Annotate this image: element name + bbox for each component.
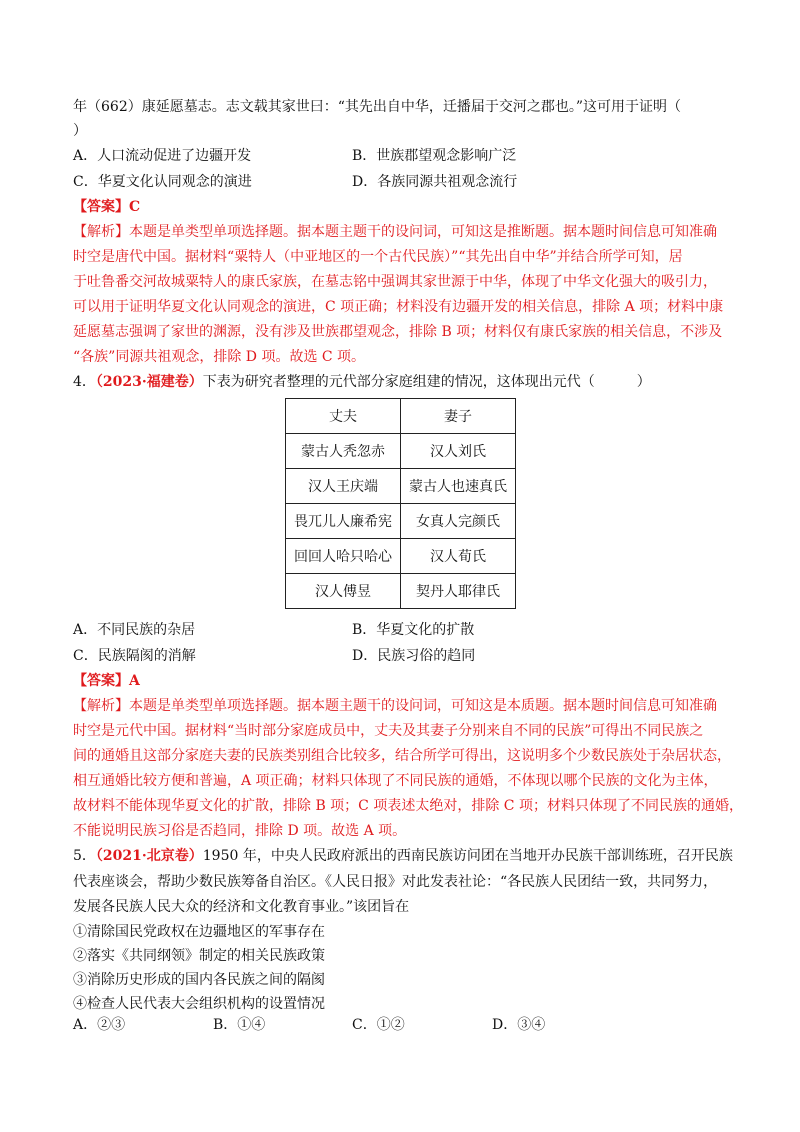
q5-stem-line-3: 发展各民族人民大众的经济和文化教育事业。”该团旨在 <box>73 899 410 915</box>
q4-stem-text: 下表为研究者整理的元代部分家庭组建的情况，这体现出元代（ ） <box>202 374 651 390</box>
q3-analysis-line: 可以用于证明华夏文化认同观念的演进，C 项正确；材料没有边疆开发的相关信息，排除 A 项；材料中康 <box>73 299 724 315</box>
q4-option-a: A．不同民族的杂居 <box>73 622 196 638</box>
table-cell: 汉人刘氏 <box>401 434 516 469</box>
table-header-wife: 妻子 <box>401 399 516 434</box>
table-cell: 蒙古人也速真氏 <box>401 469 516 504</box>
q3-stem-line-1: 年（662）康延愿墓志。志文载其家世曰：“其先出自中华，迁播届于交河之郡也。”这可用于证明（ <box>73 99 682 115</box>
q4-option-b: B．华夏文化的扩散 <box>352 622 475 638</box>
table-cell: 畏兀儿人廉希宪 <box>286 504 401 539</box>
q5-number: 5． <box>73 848 96 864</box>
table-cell: 契丹人耶律氏 <box>401 574 516 609</box>
q3-analysis-line: “各族”同源共祖观念，排除 D 项。故选 C 项。 <box>73 349 366 365</box>
q4-family-table <box>285 398 516 609</box>
q5-item: ④检查人民代表大会组织机构的设置情况 <box>73 996 325 1012</box>
q4-analysis-line: 相互通婚比较方便和普遍，A 项正确；材料只体现了不同民族的通婚，不体现以哪个民族的文化为主体， <box>73 773 718 789</box>
table-cell: 女真人完颜氏 <box>401 504 516 539</box>
q3-option-b: B．世族郡望观念影响广泛 <box>352 148 517 164</box>
q5-item: ②落实《共同纲领》制定的相关民族政策 <box>73 948 325 964</box>
table-cell: 蒙古人秃忽赤 <box>286 434 401 469</box>
q5-stem-line-1 <box>73 846 733 866</box>
table-cell: 回回人哈只哈心 <box>286 539 401 574</box>
q5-item: ③消除历史形成的国内各民族之间的隔阂 <box>73 972 325 988</box>
q5-choice-c: C．①② <box>352 1017 405 1033</box>
q3-analysis-line: 时空是唐代中国。据材料“粟特人（中亚地区的一个古代民族）”“其先出自中华”并结合所学可知，居 <box>73 249 683 265</box>
q5-stem-text: 1950 年，中央人民政府派出的西南民族访问团在当地开办民族干部训练班，召开民族 <box>202 848 733 864</box>
q3-analysis-line: 【解析】本题是单类型单项选择题。据本题主题干的设问词，可知这是推断题。据本题时间信息可知准确 <box>73 224 717 240</box>
table-row <box>286 469 516 504</box>
q5-choice-b: B．①④ <box>213 1017 266 1033</box>
table-row <box>286 539 516 574</box>
q5-source: （2021·北京卷） <box>95 848 203 864</box>
q5-choice-d: D．③④ <box>492 1017 546 1033</box>
q4-source: （2023·福建卷） <box>95 374 203 390</box>
q3-stem-line-2: ） <box>73 123 87 139</box>
table-row <box>286 574 516 609</box>
table-cell: 汉人王庆端 <box>286 469 401 504</box>
q4-analysis-line: 间的通婚且这部分家庭夫妻的民族类别组合比较多，结合所学可得出，这说明多个少数民族处于杂居状态， <box>73 748 731 764</box>
table-row <box>286 434 516 469</box>
q4-answer: 【答案】A <box>73 673 140 689</box>
q3-option-c: C．华夏文化认同观念的演进 <box>73 174 252 190</box>
q4-option-c: C．民族隔阂的消解 <box>73 648 196 664</box>
table-row <box>286 504 516 539</box>
q4-option-d: D．民族习俗的趋同 <box>352 648 476 664</box>
q3-analysis-line: 延愿墓志强调了家世的渊源，没有涉及世族郡望观念，排除 B 项；材料仅有康氏家族的相关信息，不涉及 <box>73 324 723 340</box>
table-header-husband: 丈夫 <box>286 399 401 434</box>
q3-answer: 【答案】C <box>73 199 141 215</box>
q5-choice-a: A．②③ <box>73 1017 126 1033</box>
q4-number: 4． <box>73 374 96 390</box>
q4-analysis-line: 不能说明民族习俗是否趋同，排除 D 项。故选 A 项。 <box>73 823 407 839</box>
q4-stem <box>73 372 733 392</box>
table-header-row <box>286 399 516 434</box>
table-cell: 汉人傅昱 <box>286 574 401 609</box>
q3-option-d: D．各族同源共祖观念流行 <box>352 174 518 190</box>
q4-analysis-line: 【解析】本题是单类型单项选择题。据本题主题干的设问词，可知这是本质题。据本题时间信息可知准确 <box>73 698 717 714</box>
q3-analysis-line: 于吐鲁番交河故城粟特人的康氏家族，在墓志铭中强调其家世源于中华，体现了中华文化强大的吸引力， <box>73 274 717 290</box>
q3-option-a: A．人口流动促进了边疆开发 <box>73 148 252 164</box>
q4-analysis-line: 时空是元代中国。据材料“当时部分家庭成员中，丈夫及其妻子分别来自不同的民族”可得出不同民族之 <box>73 723 704 739</box>
table-cell: 汉人荀氏 <box>401 539 516 574</box>
q5-stem-line-2: 代表座谈会，帮助少数民族筹备自治区。《人民日报》对此发表社论：“各民族人民团结一致，共同努力， <box>73 874 718 890</box>
q5-item: ①清除国民党政权在边疆地区的军事存在 <box>73 924 325 940</box>
q4-analysis-line: 故材料不能体现华夏文化的扩散，排除 B 项；C 项表述太绝对，排除 C 项；材料只体现了不同民族的通婚， <box>73 798 743 814</box>
